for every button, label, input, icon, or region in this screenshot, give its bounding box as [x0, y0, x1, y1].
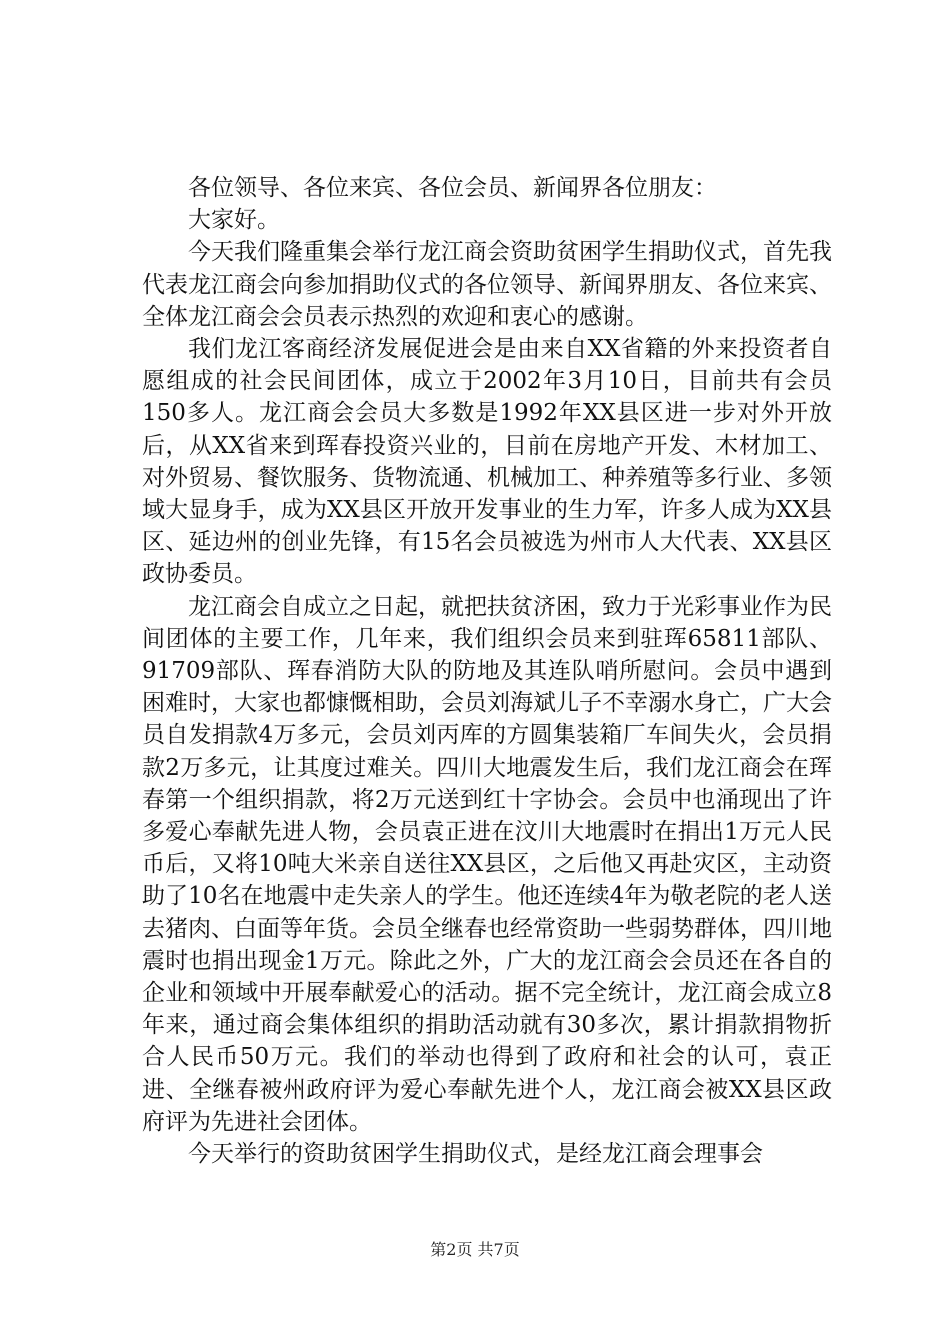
- paragraph-charity-work: 龙江商会自成立之日起，就把扶贫济困，致力于光彩事业作为民间团体的主要工作，几年来，我们组织会员来到驻珲65811部队、91709部队、珲春消防大队的防地及其连队哨所慰问。会员中遇到困难时，大家也都慷慨相助，会员刘海斌儿子不幸溺水身亡，广大会员自发捐款4万多元，会员刘丙库的方圆集装箱厂车间失火，会员捐款2万多元，让其度过难关。四川大地震发生后，我们龙江商会在珲春第一个组织捐款，将2万元送到红十字协会。会员中也涌现出了许多爱心奉献先进人物，会员袁正进在汶川大地震时在捐出1万元人民币后，又将10吨大米亲自送往XX县区，之后他又再赴灾区，主动资助了10名在地震中走失亲人的学生。他还连续4年为敬老院的老人送去猪肉、白面等年货。会员全继春也经常资助一些弱势群体，四川地震时也捐出现金1万元。除此之外，广大的龙江商会会员还在各自的企业和领域中开展奉献爱心的活动。据不完全统计，龙江商会成立8年来，通过商会集体组织的捐助活动就有30多次，累计捐款捐物折合人民币50万元。我们的举动也得到了政府和社会的认可，袁正进、全继春被州政府评为爱心奉献先进个人，龙江商会被XX县区政府评为先进社会团体。: [142, 593, 832, 1135]
- paragraph-welcome: 今天我们隆重集会举行龙江商会资助贫困学生捐助仪式，首先我代表龙江商会向参加捐助仪式的各位领导、新闻界朋友、各位来宾、全体龙江商会会员表示热烈的欢迎和衷心的感谢。: [142, 239, 832, 330]
- page-number: 第2页 共7页: [430, 1240, 520, 1259]
- body-text: [142, 172, 832, 1170]
- paragraph-salutation: 各位领导、各位来宾、各位会员、新闻界各位朋友：: [188, 175, 717, 201]
- paragraph-association-intro: 我们龙江客商经济发展促进会是由来自XX省籍的外来投资者自愿组成的社会民间团体，成立于2002年3月10日，目前共有会员150多人。龙江商会会员大多数是1992年XX县区进一步对外开放后，从XX省来到珲春投资兴业的，目前在房地产开发、木材加工、对外贸易、餐饮服务、货物流通、机械加工、种养殖等多行业、多领域大显身手，成为XX县区开放开发事业的生力军，许多人成为XX县区、延边州的创业先锋，有15名会员被选为州市人大代表、XX县区政协委员。: [142, 336, 832, 588]
- paragraph-greeting: 大家好。: [188, 207, 280, 234]
- page-footer: [0, 1240, 950, 1260]
- paragraph-ceremony: 今天举行的资助贫困学生捐助仪式，是经龙江商会理事会: [188, 1141, 763, 1168]
